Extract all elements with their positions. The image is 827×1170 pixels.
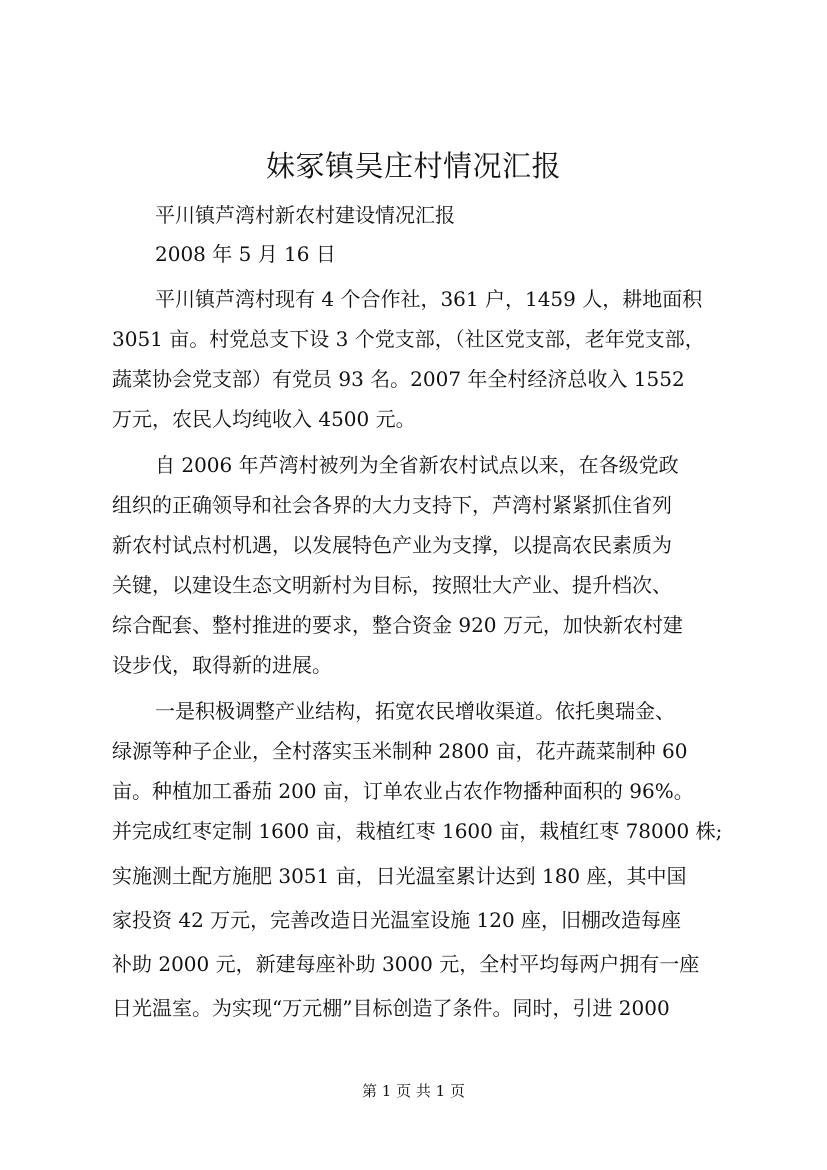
- body-line: 绿源等种子企业，全村落实玉米制种 2800 亩，花卉蔬菜制种 60: [112, 739, 688, 763]
- body-line: 新农村试点村机遇，以发展特色产业为支撑，以提高农民素质为: [112, 533, 672, 557]
- body-line: 蔬菜协会党支部）有党员 93 名。2007 年全村经济总收入 1552: [112, 367, 685, 391]
- body-line: 日光温室。为实现“万元棚”目标创造了条件。同时，引进 2000: [112, 996, 670, 1020]
- body-line: 实施测土配方施肥 3051 亩，日光温室累计达到 180 座，其中国: [112, 864, 687, 888]
- document-title: 妹冢镇吴庄村情况汇报: [265, 149, 561, 183]
- body-line: 平川镇芦湾村现有 4 个合作社，361 户，1459 人，耕地面积: [155, 287, 703, 311]
- body-line: 关键，以建设生态文明新村为目标，按照壮大产业、提升档次、: [112, 573, 672, 597]
- body-line: 组织的正确领导和社会各界的大力支持下，芦湾村紧紧抓住省列: [112, 493, 672, 517]
- subtitle-line: 平川镇芦湾村新农村建设情况汇报: [155, 203, 455, 227]
- date-line: 2008 年 5 月 16 日: [155, 242, 336, 266]
- body-line: 家投资 42 万元，完善改造日光温室设施 120 座，旧棚改造每座: [112, 908, 682, 932]
- body-line: 综合配套、整村推进的要求，整合资金 920 万元，加快新农村建: [112, 613, 683, 637]
- body-line: 自 2006 年芦湾村被列为全省新农村试点以来，在各级党政: [155, 453, 679, 477]
- body-line: 万元，农民人均纯收入 4500 元。: [112, 407, 416, 431]
- body-line: 设步伐，取得新的进展。: [112, 653, 332, 677]
- body-line: 补助 2000 元，新建每座补助 3000 元，全村平均每两户拥有一座: [112, 952, 700, 976]
- body-line: 3051 亩。村党总支下设 3 个党支部，（社区党支部，老年党支部，: [112, 327, 705, 351]
- body-line: 并完成红枣定制 1600 亩，栽植红枣 1600 亩，栽植红枣 78000 株;: [112, 819, 723, 843]
- body-line: 一是积极调整产业结构，拓宽农民增收渠道。依托奥瑞金、: [155, 699, 675, 723]
- body-line: 亩。种植加工番茄 200 亩，订单农业占农作物播种面积的 96%。: [112, 779, 694, 803]
- page-number: 第 1 页 共 1 页: [362, 1082, 465, 1100]
